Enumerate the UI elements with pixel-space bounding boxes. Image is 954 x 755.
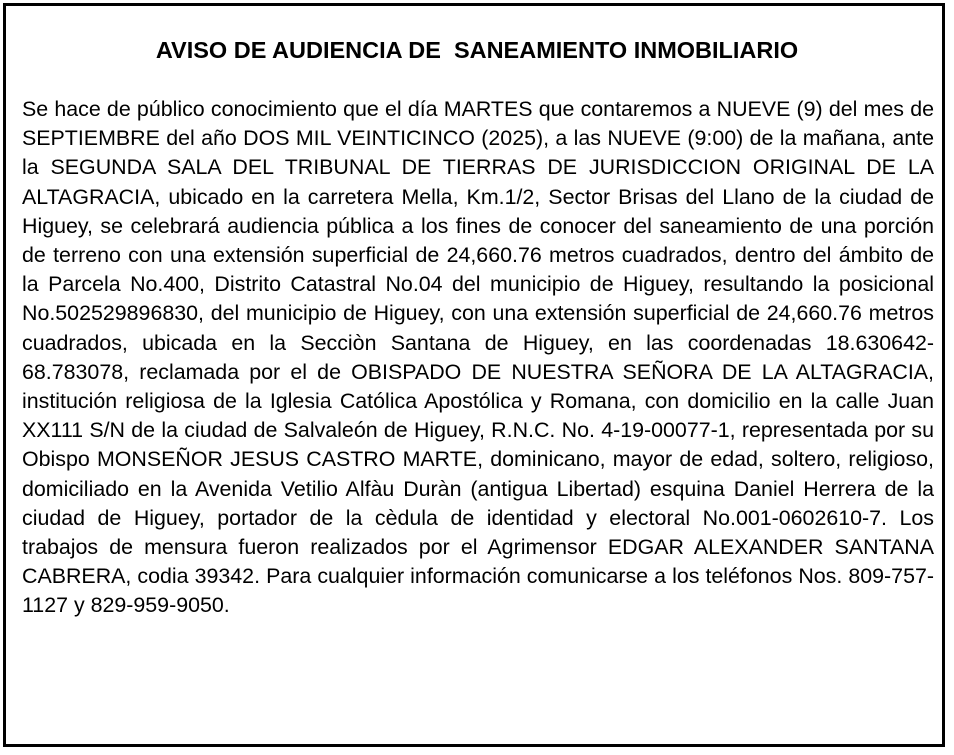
notice-body: Se hace de público conocimiento que el día MARTES que contaremos a NUEVE (9) del mes de SEPTIEMBRE del año DOS MIL VEINTICINCO (2025), a las NUEVE (9:00) de la mañana, ante la SEGUNDA SALA DEL TRIBUNAL DE TIERRAS DE JURISDICCION ORIGINAL DE LA ALTAGRACIA, ubicado en la carretera Mella, Km.1/2, Sector Brisas del Llano de la ciudad de Higuey, se celebrará audiencia pública a los fines de conocer del saneamiento de una porción de terreno con una extensión superficial de 24,660.76 metros cuadrados, dentro del ámbito de la Parcela No.400, Distrito Catastral No.04 del municipio de Higuey, resultando la posicional No.502529896830, del municipio de Higuey, con una extensión superficial de 24,660.76 metros cuadrados, ubicada en la Secciòn Santana de Higuey, en las coordenadas 18.630642-68.783078, reclamada por el de OBISPADO DE NUESTRA SEÑORA DE LA ALTAGRACIA, institución religiosa de la Iglesia Católica Apostólica y Romana, con domicilio en la calle Juan XX111 S/N de la ciudad de Salvaleón de Higuey, R.N.C. No. 4-19-00077-1, representada por su Obispo MONSEÑOR JESUS CASTRO MARTE, dominicano, mayor de edad, soltero, religioso, domiciliado en la Avenida Vetilio Alfàu Duràn (antigua Libertad) esquina Daniel Herrera de la ciudad de Higuey, portador de la cèdula de identidad y electoral No.001-0602610-7. Los trabajos de mensura fueron realizados por el Agrimensor EDGAR ALEXANDER SANTANA CABRERA, codia 39342. Para cualquier información comunicarse a los teléfonos Nos. 809-757-1127 y 829-959-9050. xyxy=(22,97,934,618)
notice-frame xyxy=(3,3,945,747)
notice-title: AVISO DE AUDIENCIA DE SANEAMIENTO INMOBILIARIO xyxy=(155,37,799,63)
